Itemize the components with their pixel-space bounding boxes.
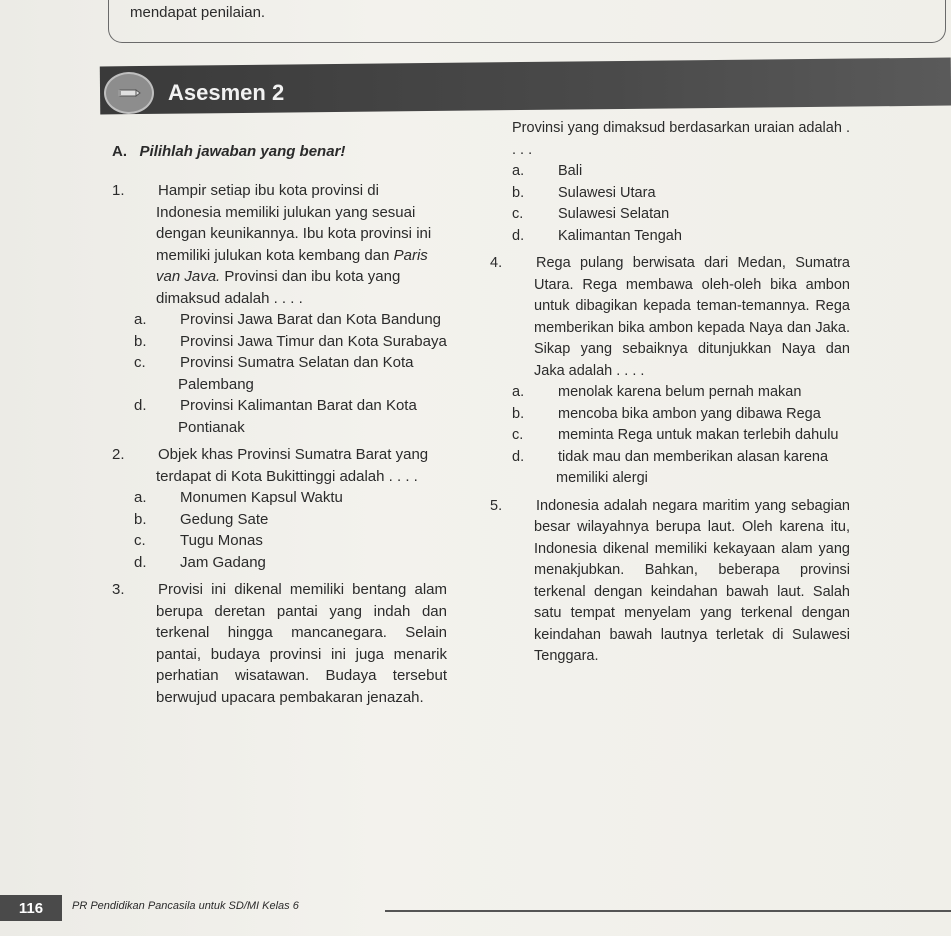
banner-title: Asesmen 2	[168, 80, 285, 105]
book-title: PR Pendidikan Pancasila untuk SD/MI Kelas 6	[72, 900, 299, 912]
question-3-continuation: Provinsi yang dimaksud berdasarkan uraian adalah . . . .	[512, 120, 850, 158]
pencil-icon	[104, 72, 154, 114]
question-text-line: dengan keunikannya. Ibu kota provinsi	[156, 225, 413, 242]
question-text: Objek khas Provinsi Sumatra Barat yang terdapat di Kota Bukittinggi adalah . . . .	[156, 446, 429, 485]
question-text: Provisi ini dikenal memiliki bentang alam berupa deretan pantai yang indah dan terkenal hingga mancanegara. Selain pantai, budaya provinsi ini juga menarik perhatian wisatawan. Budaya tersebut berwujud upacara pembakaran jenazah.	[156, 581, 447, 706]
option-d[interactable]: d. tidak mau dan memberikan alasan karena memiliki alergi	[512, 448, 829, 486]
question-text-tail: Provinsi dan ibu kota yang dimaksud adalah . . . .	[156, 268, 401, 307]
option-b[interactable]: b. Gedung Sate	[134, 510, 269, 528]
question-number: 2.	[112, 446, 125, 463]
right-column	[490, 118, 850, 668]
question-number: 1.	[112, 182, 125, 199]
option-b[interactable]: b. mencoba bika ambon yang dibawa Rega	[512, 405, 821, 422]
question-4	[490, 253, 850, 490]
previous-section-text: mendapat penilaian.	[130, 4, 266, 21]
option-b[interactable]: b. Sulawesi Utara	[512, 184, 656, 201]
question-3	[112, 579, 447, 708]
option-d[interactable]: d. Provinsi Kalimantan Barat dan Kota Pontianak	[134, 397, 417, 436]
question-text-line: Indonesia memiliki julukan yang sesuai	[156, 203, 416, 221]
question-number: 5.	[490, 497, 503, 514]
question-text: Rega pulang berwisata dari Medan, Sumatra Utara. Rega membawa oleh-oleh bika ambon untuk dibagikan kepada teman-temannya. Rega memberikan bika ambon kepada Naya dan Jaka. Sikap yang sebaiknya ditunjukkan Naya dan Jaka adalah . . . .	[534, 255, 850, 379]
option-d[interactable]: d. Jam Gadang	[134, 553, 266, 571]
footer-divider	[385, 910, 951, 912]
option-c[interactable]: c. Provinsi Sumatra Selatan dan Kota Palembang	[134, 354, 414, 393]
options-list	[490, 161, 850, 247]
option-a[interactable]: a. Provinsi Jawa Barat dan Kota Bandung	[134, 311, 441, 328]
section-heading	[112, 143, 345, 160]
section-letter: A.	[112, 143, 127, 160]
question-text-line: Hampir setiap ibu kota provinsi di	[158, 182, 379, 199]
option-c[interactable]: c. Sulawesi Selatan	[512, 206, 670, 222]
option-c[interactable]: c. meminta Rega untuk makan terlebih dahulu	[512, 427, 839, 443]
options-list	[112, 309, 447, 438]
section-instruction: Pilihlah jawaban yang benar!	[139, 143, 346, 160]
left-column	[112, 180, 447, 708]
question-text: Indonesia adalah negara maritim yang sebagian besar wilayahnya berupa laut. Oleh karena itu, Indonesia dikenal memiliki kekayaan alam yang menakjubkan. Bahkan, beberapa provinsi terkenal dengan keindahan bawah laut. Salah satu tempat menyelam yang terkenal dengan keindahan bawah lautnya terletak di Sulawesi Tenggara.	[534, 497, 850, 664]
options-list	[490, 382, 850, 490]
page-number: 116	[0, 895, 62, 921]
question-2	[112, 444, 447, 573]
option-b[interactable]: b. Provinsi Jawa Timur dan Kota Surabaya	[134, 332, 447, 350]
question-text-line: ini memiliki julukan kota kembang dan	[156, 225, 432, 264]
option-a[interactable]: a. Bali	[512, 163, 583, 179]
option-a[interactable]: a. Monumen Kapsul Waktu	[134, 489, 343, 506]
question-number: 4.	[490, 255, 503, 271]
question-italic-term: Paris van Java.	[156, 246, 428, 285]
question-1	[112, 180, 447, 438]
option-a[interactable]: a. menolak karena belum pernah makan	[512, 384, 802, 400]
option-c[interactable]: c. Tugu Monas	[134, 532, 263, 549]
options-list	[112, 487, 447, 573]
option-d[interactable]: d. Kalimantan Tengah	[512, 227, 682, 244]
question-number: 3.	[112, 581, 125, 598]
question-5	[490, 496, 850, 668]
